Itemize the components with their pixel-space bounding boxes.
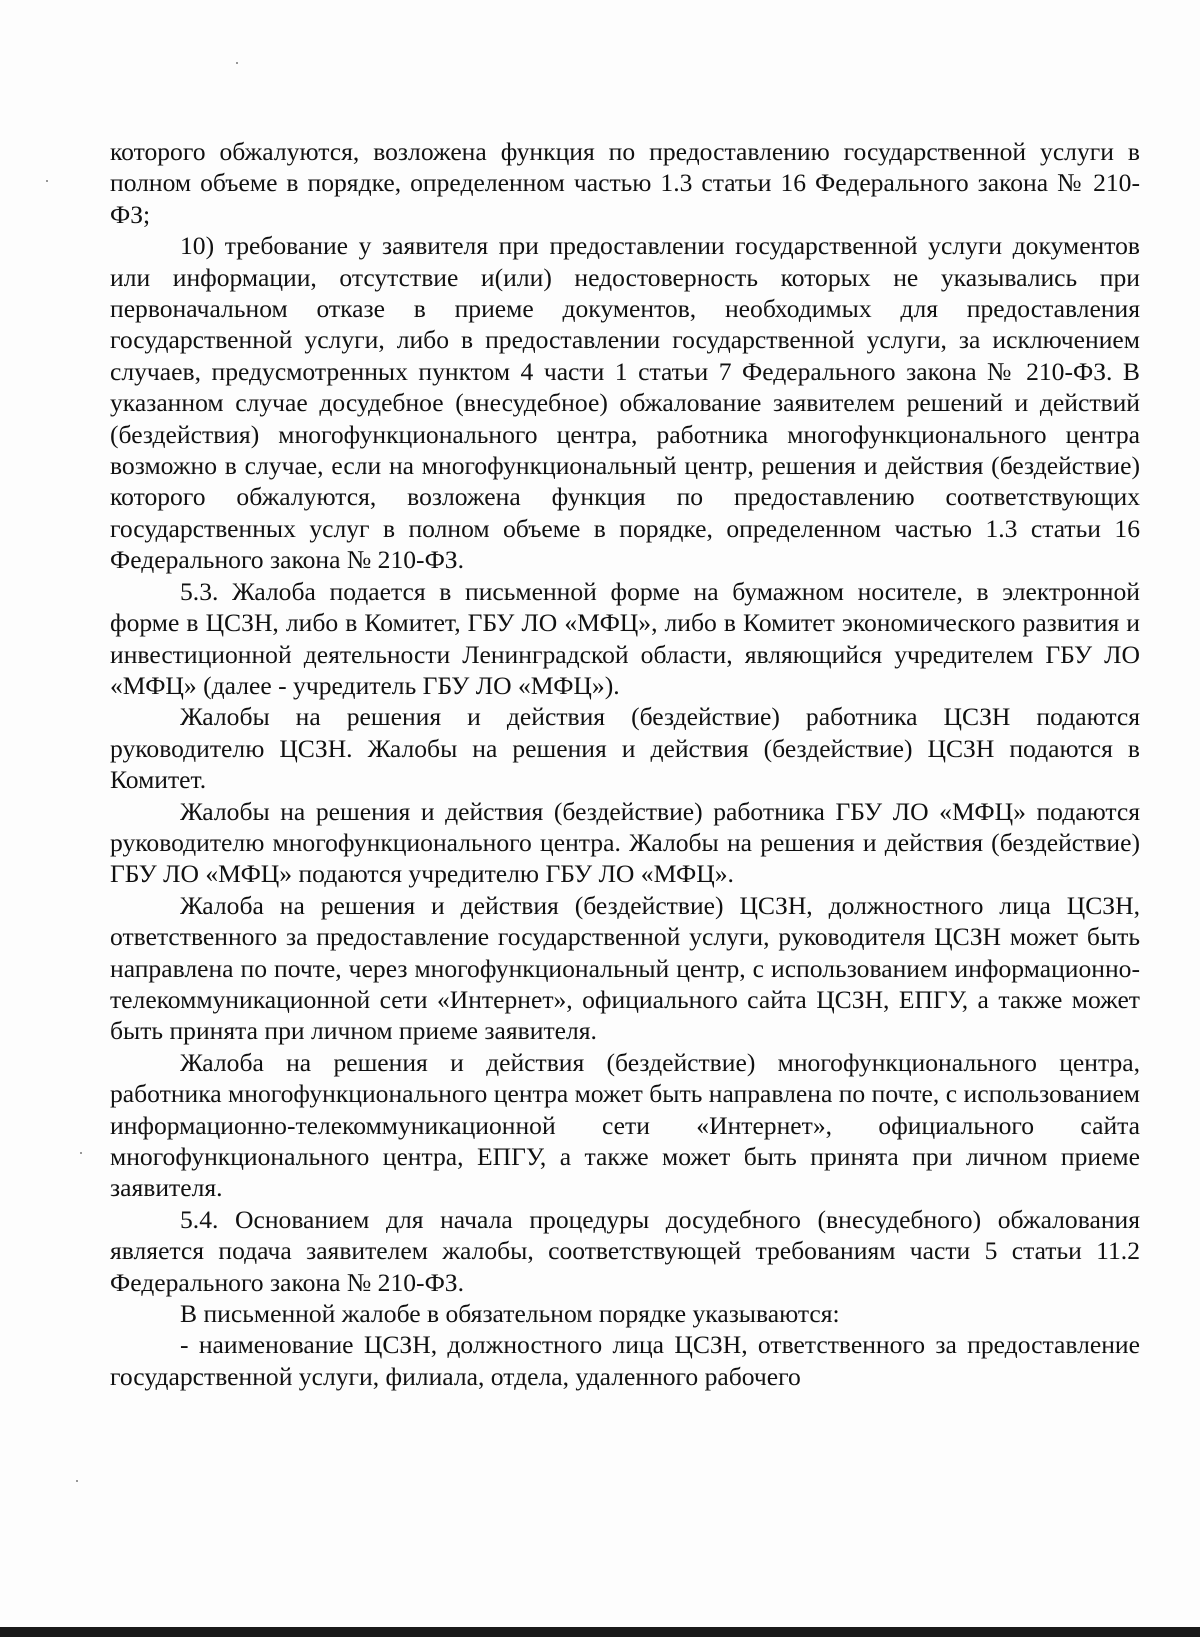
paragraph-complaint-mfc-channels: Жалоба на решения и действия (бездействие) многофункционального центра, работника многофункционального центра может быть направлена по почте, с использованием информационно-телекоммуникационной сети «Интернет», официального сайта многофункционального центра, ЕПГУ, а также может быть принята при личном приеме заявителя.	[110, 1047, 1140, 1203]
document-body	[110, 136, 1140, 1392]
paragraph-complaints-cszn: Жалобы на решения и действия (бездействие) работника ЦСЗН подаются руководителю ЦСЗН. Жалобы на решения и действия (бездействие) ЦСЗН подаются в Комитет.	[110, 702, 1140, 795]
paragraph-complaint-cszn-channels: Жалоба на решения и действия (бездействие) ЦСЗН, должностного лица ЦСЗН, ответственного за предоставление государственной услуги, руководителя ЦСЗН может быть направлена по почте, через многофункциональный центр, с использованием информационно-телекоммуникационной сети «Интернет», официального сайта ЦСЗН, ЕПГУ, а также может быть принята при личном приеме заявителя.	[110, 890, 1140, 1046]
scan-speck	[236, 62, 238, 64]
paragraph-5-3: 5.3. Жалоба подается в письменной форме на бумажном носителе, в электронной форме в ЦСЗН, либо в Комитет, ГБУ ЛО «МФЦ», либо в Комитет экономического развития и инвестиционной деятельности Ленинградской области, являющийся учредителем ГБУ ЛО «МФЦ» (далее - учредитель ГБУ ЛО «МФЦ»).	[110, 576, 1140, 700]
paragraph-continuation: которого обжалуются, возложена функция по предоставлению государственной услуги в полном объеме в порядке, определенном частью 1.3 статьи 16 Федерального закона № 210-ФЗ;	[110, 137, 1140, 229]
scan-speck	[76, 1480, 78, 1482]
paragraph-5-4: 5.4. Основанием для начала процедуры досудебного (внесудебного) обжалования является подача заявителем жалобы, соответствующей требованиям части 5 статьи 11.2 Федерального закона № 210-ФЗ.	[110, 1204, 1140, 1297]
scan-speck	[80, 1152, 82, 1154]
paragraph-required-contents: В письменной жалобе в обязательном порядке указываются:	[180, 1299, 840, 1329]
paragraph-list-item-name: - наименование ЦСЗН, должностного лица ЦСЗН, ответственного за предоставление государственной услуги, филиала, отдела, удаленного рабочего	[110, 1330, 1140, 1391]
paragraph-complaints-mfc: Жалобы на решения и действия (бездействие) работника ГБУ ЛО «МФЦ» подаются руководителю многофункционального центра. Жалобы на решения и действия (бездействие) ГБУ ЛО «МФЦ» подаются учредителю ГБУ ЛО «МФЦ».	[110, 796, 1140, 889]
paragraph-item-10: 10) требование у заявителя при предоставлении государственной услуги документов или информации, отсутствие и(или) недостоверность которых не указывались при первоначальном отказе в приеме документов, необходимых для предоставления государственной услуги, либо в предоставлении государственной услуги, за исключением случаев, предусмотренных пунктом 4 части 1 статьи 7 Федерального закона № 210-ФЗ. В указанном случае досудебное (внесудебное) обжалование заявителем решений и действий (бездействия) многофункционального центра, работника многофункционального центра возможно в случае, если на многофункциональный центр, решения и действия (бездействие) которого обжалуются, возложена функция по предоставлению соответствующих государственных услуг в полном объеме в порядке, определенном частью 1.3 статьи 16 Федерального закона № 210-ФЗ.	[110, 231, 1140, 575]
scan-bottom-edge	[0, 1627, 1200, 1637]
scan-speck	[46, 180, 48, 182]
